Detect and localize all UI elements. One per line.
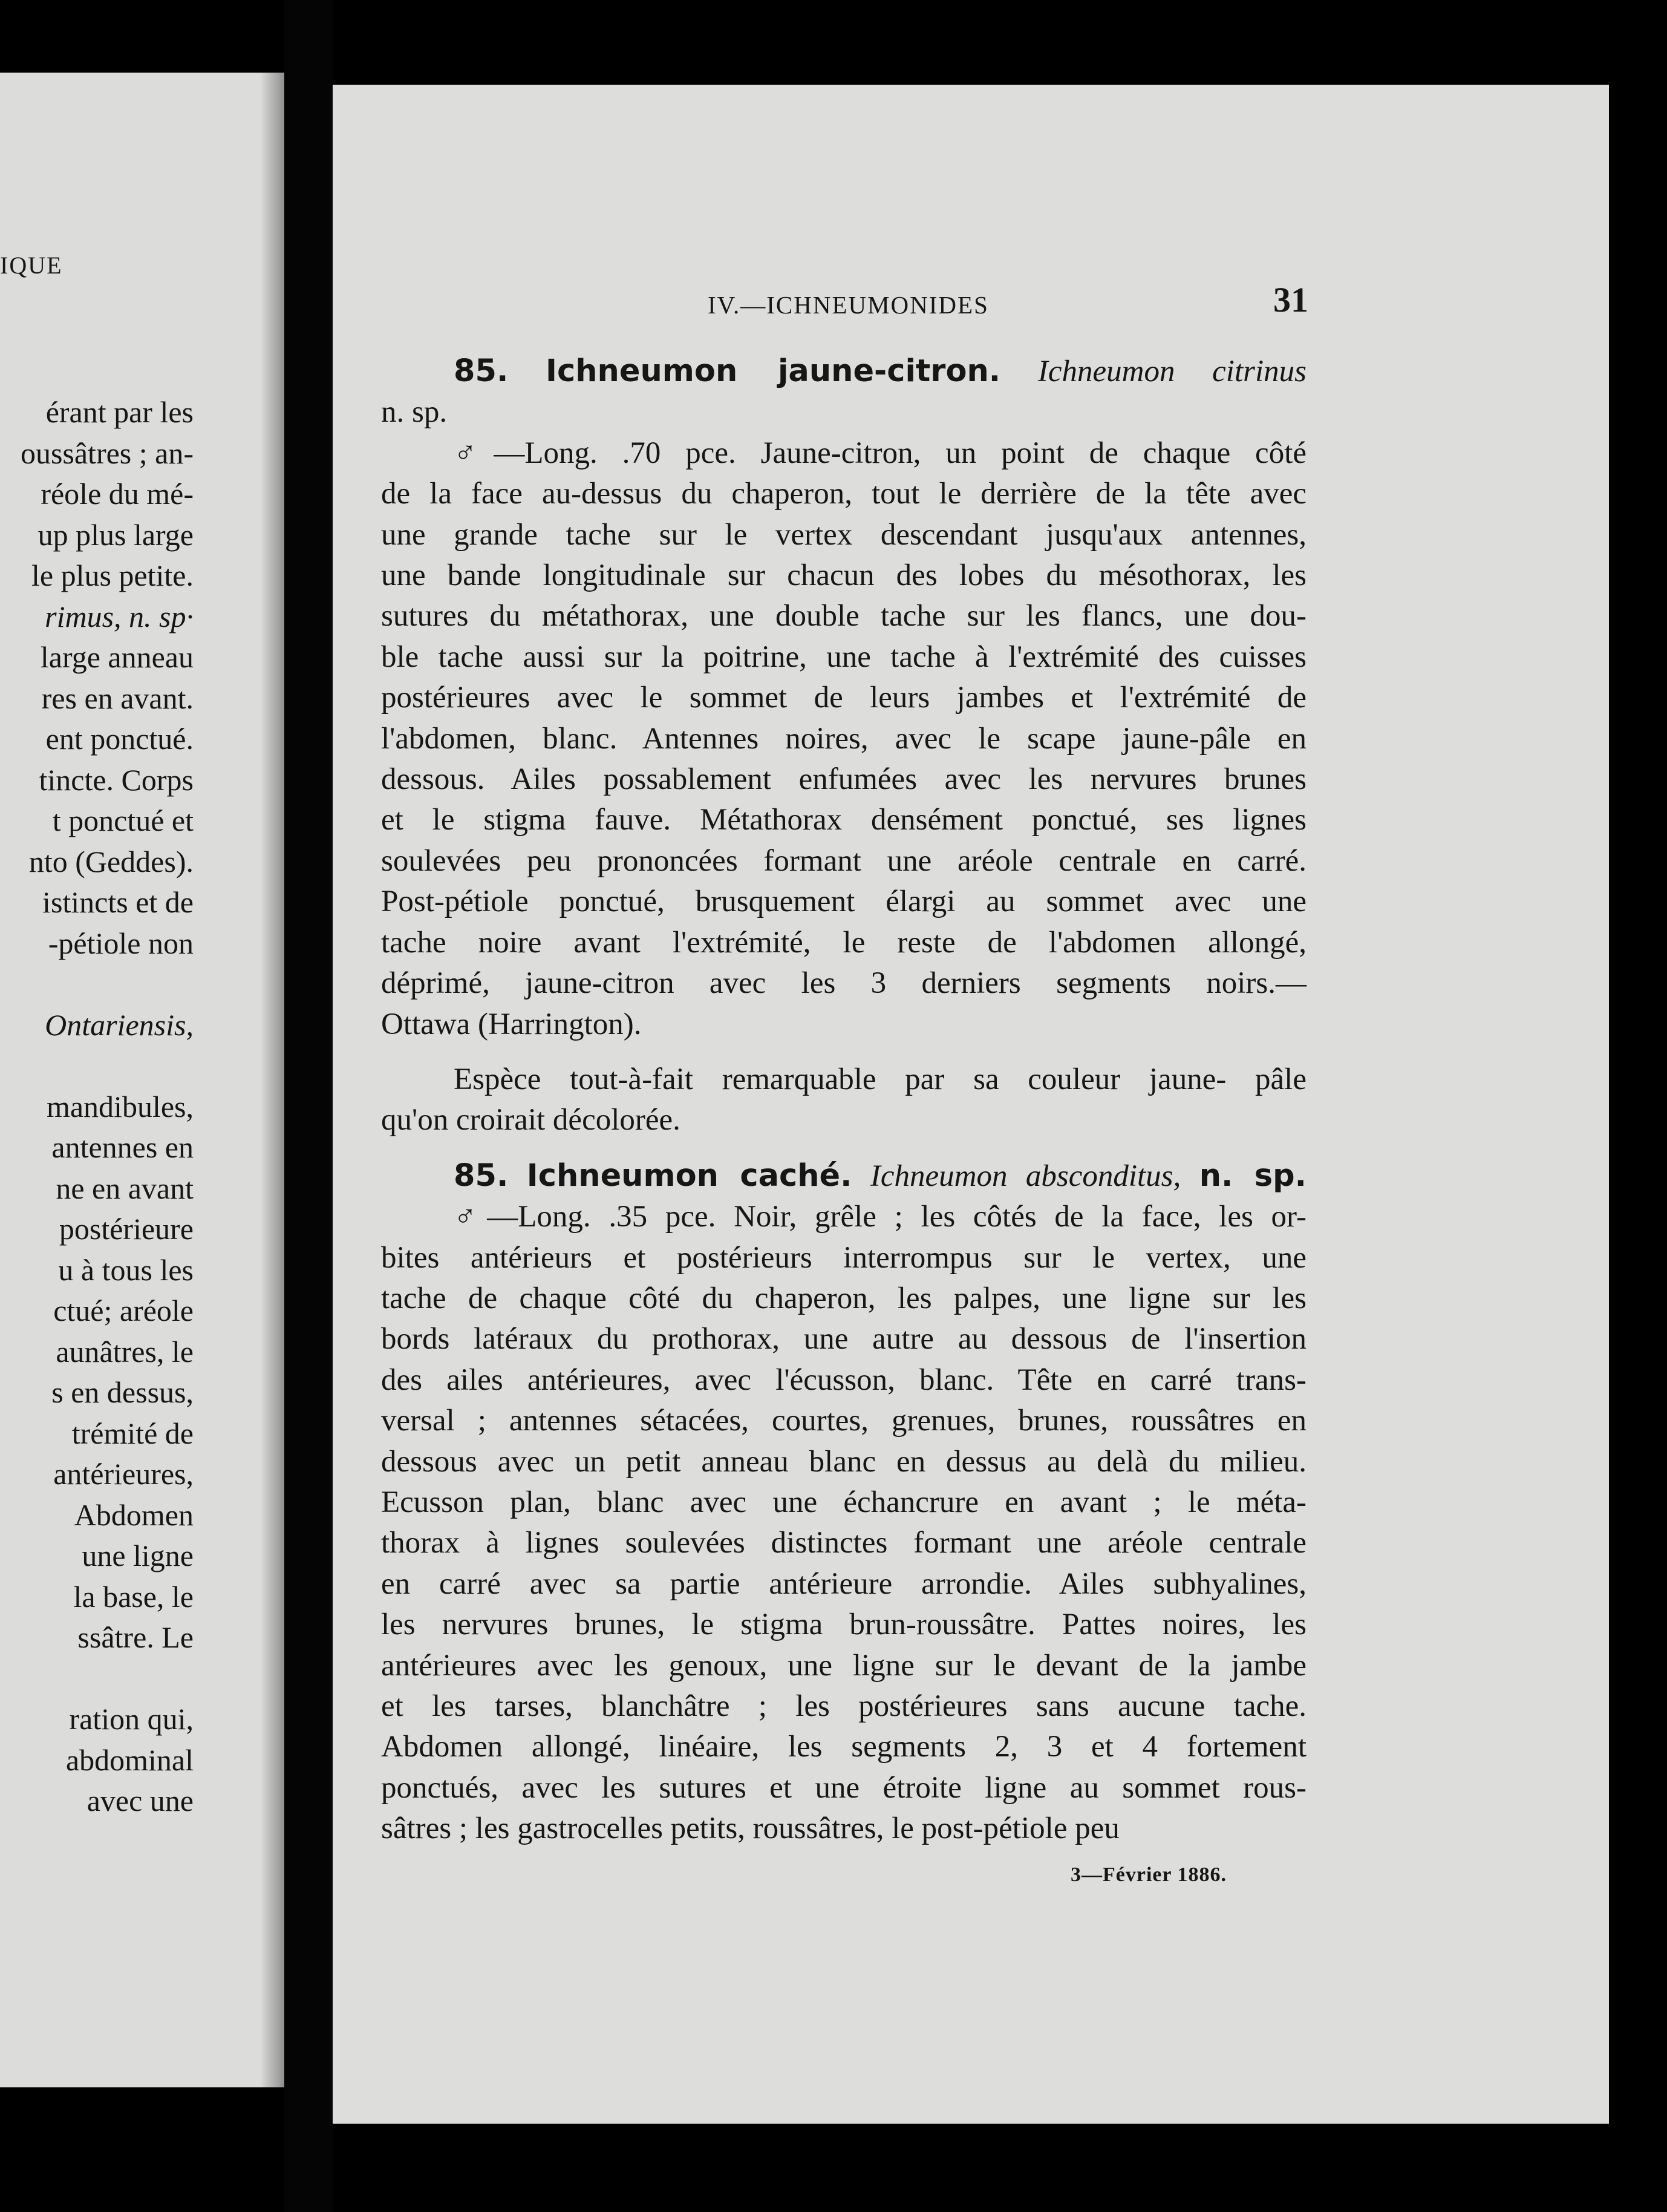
left-text-line: nto (Geddes). — [28, 844, 194, 879]
entry-heading — [381, 1156, 1307, 1197]
left-text-line: ctué; aréole — [53, 1294, 194, 1327]
text-line: en carré avec sa partie antérieure arrondie. Ailes subhyalines, — [381, 1566, 1307, 1601]
left-text-line: postérieure — [59, 1212, 194, 1246]
left-text-line: mandibules, — [46, 1089, 194, 1124]
text-line: les nervures brunes, le stigma brun-roussâtre. Pattes noires, les — [381, 1608, 1307, 1642]
text-line: des ailes antérieures, avec l'écusson, blanc. Tête en carré trans- — [381, 1363, 1307, 1397]
left-text-line: antérieures, — [53, 1457, 194, 1491]
species-latin-name: Ichneumon citrinus — [1037, 355, 1307, 388]
left-text-line: une ligne — [82, 1539, 194, 1572]
left-text-line: ssâtre. Le — [77, 1620, 194, 1654]
page-number: 31 — [1273, 280, 1308, 319]
entry-description — [381, 433, 1307, 1045]
text-line: une bande longitudinale sur chacun des lobes du mésothorax, les — [381, 558, 1307, 593]
text-line: déprimé, jaune-citron avec les 3 derniers segments noirs.— — [381, 966, 1307, 1001]
left-text-line: Abdomen — [74, 1497, 194, 1532]
text-line: Ottawa (Harrington). — [381, 1007, 642, 1041]
left-text-line: up plus large — [38, 517, 194, 552]
text-line: antérieures avec les genoux, une ligne sur le devant de la jambe — [381, 1648, 1307, 1683]
left-text-line — [21, 964, 194, 1005]
left-text-line: -pétiole non — [48, 926, 194, 960]
text-line: dessous avec un petit anneau blanc en dessus au delà du milieu. — [381, 1444, 1307, 1479]
entry-number: 85. — [454, 353, 509, 389]
text-line: sâtres ; les gastrocelles petits, roussâtres, le post-pétiole peu — [381, 1811, 1120, 1846]
left-text-line: u à tous les — [58, 1252, 194, 1287]
text-line: postérieures avec le sommet de leurs jambes et l'extrémité de — [381, 681, 1307, 715]
left-text-line: s en dessus, — [51, 1375, 194, 1409]
left-text-line: large anneau — [40, 640, 194, 674]
text-line: ble tache aussi sur la poitrine, une tache à l'extrémité des cuisses — [381, 640, 1307, 674]
text-line: ponctués, avec les sutures et une étroite ligne au sommet rous- — [381, 1770, 1307, 1805]
left-text-line — [21, 1658, 194, 1700]
previous-page — [0, 73, 284, 2087]
text-line: bites antérieurs et postérieurs interrompus sur le vertex, une — [381, 1240, 1307, 1275]
text-line: et les tarses, blanchâtre ; les postérieures sans aucune tache. — [381, 1689, 1307, 1723]
left-text-line: res en avant. — [41, 681, 194, 715]
left-text-line: Ontariensis, — [45, 1007, 194, 1042]
entry-number: 85. — [454, 1157, 509, 1194]
entry-remark — [381, 1059, 1307, 1141]
text-line: l'abdomen, blanc. Antennes noires, avec le scape jaune-pâle en — [381, 721, 1307, 756]
left-text-line: avec une — [86, 1784, 194, 1818]
left-text-line: ration qui, — [69, 1702, 194, 1736]
text-line: sutures du métathorax, une double tache sur les flancs, une dou- — [381, 599, 1307, 633]
text-line: ♂—Long. .70 pce. Jaune-citron, un point de chaque côté — [454, 436, 1307, 470]
page-fold-shadow — [260, 73, 284, 2087]
left-text-line: réole du mé- — [41, 477, 194, 511]
text-line: dessous. Ailes possablement enfumées avec les nervures brunes — [381, 762, 1307, 797]
text-line: qu'on croirait décolorée. — [381, 1103, 680, 1137]
text-line: soulevées peu prononcées formant une aréole centrale en carré. — [381, 843, 1307, 878]
text-line: tache de chaque côté du chaperon, les palpes, une ligne sur les — [381, 1281, 1307, 1315]
left-text-line: istincts et de — [42, 885, 194, 919]
running-head: IV.—ICHNEUMONIDES — [708, 291, 989, 319]
left-text-line: antennes en — [51, 1130, 194, 1164]
species-common-name: Ichneumon jaune-citron. — [546, 353, 1001, 389]
species-suffix: n. sp. — [1199, 1157, 1307, 1194]
text-line: une grande tache sur le vertex descendant jusqu'aux antennes, — [381, 517, 1307, 552]
text-line: Espèce tout-à-fait remarquable par sa couleur jaune- pâle — [454, 1062, 1307, 1096]
signature-mark: 3—Février 1886. — [1071, 1864, 1227, 1886]
left-text-line: ent ponctué. — [45, 722, 194, 756]
left-text-line: abdominal — [65, 1742, 194, 1777]
left-text-line: érant par les — [45, 395, 194, 429]
entry-heading — [381, 351, 1307, 392]
left-text-line: t ponctué et — [52, 803, 194, 837]
entry-description — [381, 1197, 1307, 1850]
species-suffix: n. sp. — [381, 395, 448, 430]
left-text-line: tincte. Corps — [39, 762, 194, 797]
entry-1 — [381, 351, 1307, 1156]
text-line: ♂—Long. .35 pce. Noir, grêle ; les côtés de la face, les or- — [454, 1200, 1307, 1234]
text-line: tache noire avant l'extrémité, le reste de l'abdomen allongé, — [381, 925, 1307, 960]
book-gutter — [284, 0, 333, 2212]
left-text-line: aunâtres, le — [56, 1334, 194, 1369]
current-page — [333, 85, 1609, 2124]
text-line: et le stigma fauve. Métathorax densément ponctué, ses lignes — [381, 803, 1307, 837]
species-latin-name: Ichneumon absconditus, — [870, 1159, 1181, 1193]
left-text-line — [21, 1045, 194, 1087]
page-body — [381, 351, 1307, 1850]
entry-2 — [381, 1156, 1307, 1850]
species-common-name: Ichneumon caché. — [526, 1157, 852, 1194]
left-text-line: oussâtres ; an- — [20, 436, 194, 470]
left-text-line: trémité de — [71, 1416, 194, 1450]
text-line: de la face au-dessus du chaperon, tout le derrière de la tête avec — [381, 477, 1307, 511]
text-line: versal ; antennes sétacées, courtes, grenues, brunes, roussâtres en — [381, 1404, 1307, 1438]
text-line: bords latéraux du prothorax, une autre au dessous de l'insertion — [381, 1322, 1307, 1356]
left-text-line: rimus, n. sp· — [45, 599, 194, 633]
text-line: thorax à lignes soulevées distinctes formant une aréole centrale — [381, 1526, 1307, 1560]
left-text-line: ne en avant — [56, 1171, 194, 1205]
text-line: Abdomen allongé, linéaire, les segments 2, 3 et 4 fortement — [381, 1730, 1307, 1764]
left-running-head: IQUE — [0, 252, 63, 279]
text-line: Ecusson plan, blanc avec une échancrure en avant ; le méta- — [381, 1485, 1307, 1519]
left-page-text — [21, 392, 194, 1822]
left-text-line: la base, le — [73, 1579, 194, 1614]
left-text-line: le plus petite. — [31, 558, 194, 592]
text-line: Post-pétiole ponctué, brusquement élargi au sommet avec une — [381, 885, 1307, 919]
